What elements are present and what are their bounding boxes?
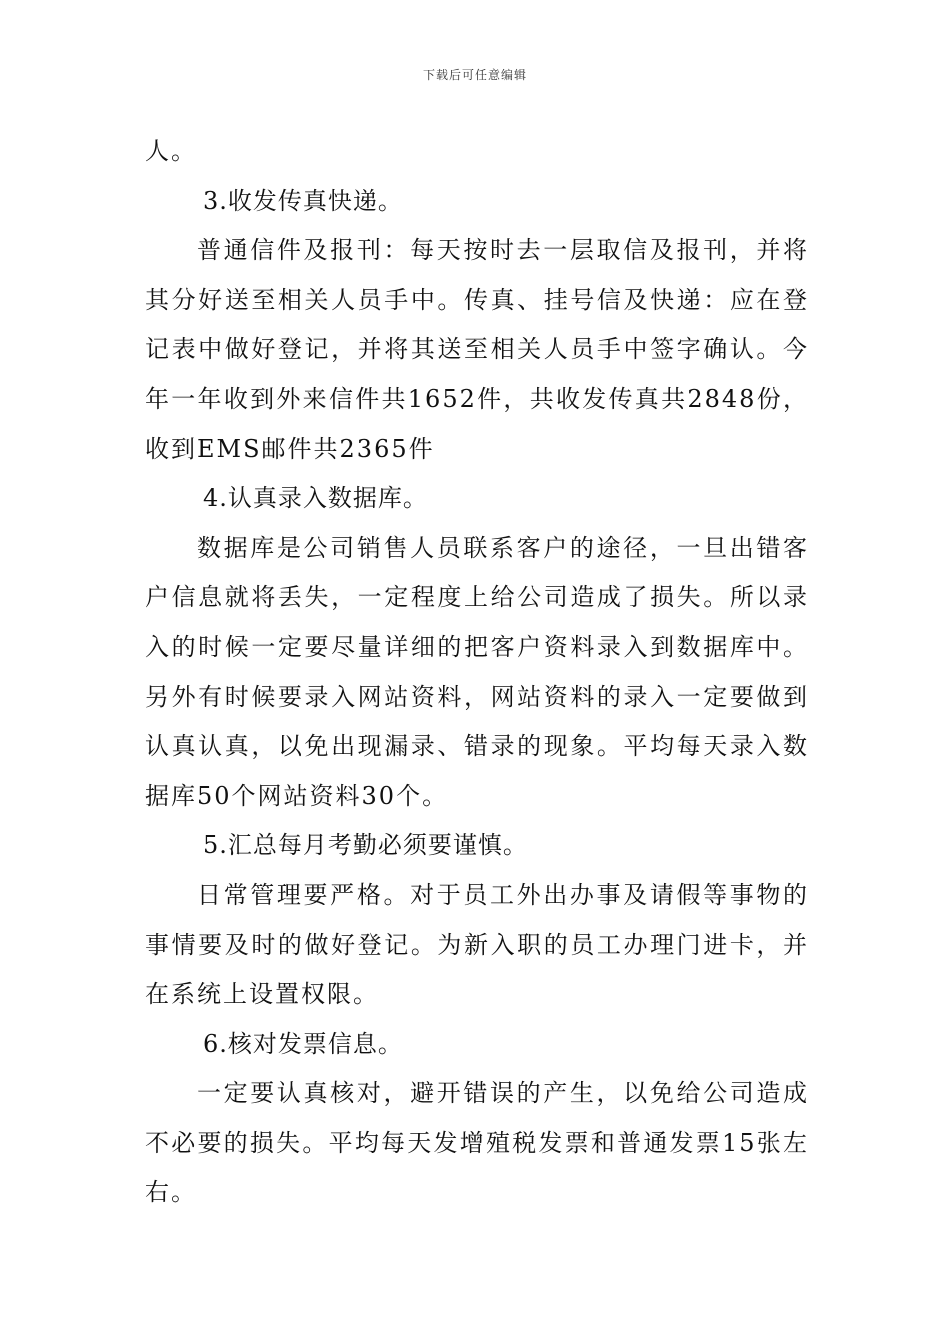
page-header: 下载后可任意编辑 (422, 68, 527, 82)
paragraph-continuation: 人。 (145, 137, 197, 165)
paragraph-daily-management: 日常管理要严格。对于员工外出办事及请假等事物的事情要及时的做好登记。为新入职的员工办理门进卡，并在系统上设置权限。 (145, 880, 809, 1009)
paragraph-database-entry: 数据库是公司销售人员联系客户的途径，一旦出错客户信息就将丢失，一定程度上给公司造成了损失。所以录入的时候一定要尽量详细的把客户资料录入到数据库中。另外有时候要录入网站资料，网站资料的录入一定要做到认真认真，以免出现漏录、错录的现象。平均每天录入数据库50个网站资料30个。 (145, 533, 809, 810)
document-body (145, 127, 809, 1218)
paragraph-mail-handling: 普通信件及报刊：每天按时去一层取信及报刊，并将其分好送至相关人员手中。传真、挂号信及快递：应在登记表中做好登记，并将其送至相关人员手中签字确认。今年一年收到外来信件共1652件，共收发传真共2848份，收到EMS邮件共2365件 (145, 236, 809, 463)
section-heading-attendance: 5.汇总每月考勤必须要谨慎。 (203, 831, 528, 860)
section-heading-fax-express: 3.收发传真快递。 (203, 186, 403, 215)
section-heading-database: 4.认真录入数据库。 (203, 484, 428, 513)
section-heading-invoice: 6.核对发票信息。 (203, 1029, 403, 1058)
paragraph-invoice-check: 一定要认真核对，避开错误的产生，以免给公司造成不必要的损失。平均每天发增殖税发票和普通发票15张左右。 (145, 1079, 809, 1207)
